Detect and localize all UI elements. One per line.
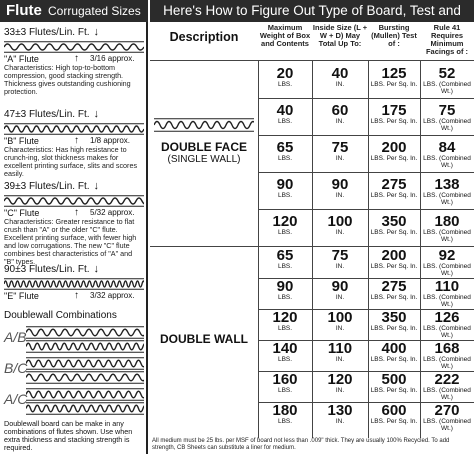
flute-wave-icon xyxy=(26,358,144,370)
cell-unit: LBS. xyxy=(277,356,293,363)
table-cell xyxy=(312,310,368,332)
table-cell xyxy=(312,140,368,162)
table-cell xyxy=(312,177,368,199)
cell-value: 120 xyxy=(272,213,298,230)
flute-wave-icon xyxy=(4,195,144,207)
cell-unit: LBS. (Combined Wt.) xyxy=(423,192,471,206)
board-table-header: Here's How to Figure Out Type of Board, Test and Liner xyxy=(150,0,474,22)
cell-value: 160 xyxy=(272,371,298,388)
cell-value: 90 xyxy=(276,176,294,193)
table-cell xyxy=(258,248,312,270)
cell-unit: LBS. (Combined Wt.) xyxy=(423,294,471,308)
flute-count: 47±3 Flutes/Lin. Ft. ↓ xyxy=(4,108,100,120)
flute-name-text: "B" Flute xyxy=(4,136,39,146)
cell-unit: LBS. Per Sq. In. xyxy=(370,229,418,236)
cell-value: 90 xyxy=(276,278,294,295)
cell-value: 222 xyxy=(434,371,460,388)
col-header-size: Inside Size (L + W + D) May Total Up To: xyxy=(312,23,368,48)
flute-name-text: "E" Flute xyxy=(4,291,39,301)
cell-value: 180 xyxy=(272,402,298,419)
doublewall-wave-icon xyxy=(26,326,144,354)
cell-unit: LBS. xyxy=(277,155,293,162)
cell-value: 92 xyxy=(438,247,456,264)
table-cell xyxy=(420,403,474,432)
table-cell xyxy=(258,310,312,332)
cell-value: 40 xyxy=(276,102,294,119)
flute-name xyxy=(4,54,144,64)
flute-panel-header xyxy=(0,0,148,22)
description-label: Description xyxy=(169,30,239,44)
flute-approx: 5/32 approx. xyxy=(90,208,135,217)
cell-value: 120 xyxy=(272,309,298,326)
cell-value: 84 xyxy=(438,139,456,156)
cell-unit: LBS. xyxy=(277,118,293,125)
table-cell xyxy=(420,310,474,339)
cell-value: 100 xyxy=(327,309,353,326)
cell-value: 270 xyxy=(434,402,460,419)
cell-unit: LBS. (Combined Wt.) xyxy=(423,81,471,95)
cell-unit: LBS. xyxy=(277,192,293,199)
double-wall-label xyxy=(152,332,256,346)
combo-label: B/C xyxy=(4,360,28,376)
flute-wave-icon xyxy=(26,372,144,384)
flute-count: 90±3 Flutes/Lin. Ft. ↓ xyxy=(4,263,100,275)
table-cell xyxy=(368,140,420,162)
cell-value: 65 xyxy=(276,247,294,264)
cell-unit: LBS. Per Sq. In. xyxy=(370,155,418,162)
table-cell xyxy=(258,279,312,301)
table-cell xyxy=(258,103,312,125)
up-arrow-icon: ↑ xyxy=(74,135,79,146)
table-cell xyxy=(258,372,312,394)
cell-unit: LBS. Per Sq. In. xyxy=(370,356,418,363)
flute-wave-icon xyxy=(26,403,144,415)
cell-value: 125 xyxy=(381,65,407,82)
cell-value: 180 xyxy=(434,213,460,230)
cell-unit: LBS. xyxy=(277,263,293,270)
table-cell xyxy=(420,66,474,95)
table-cell xyxy=(368,341,420,363)
single-wall-subtitle: (SINGLE WALL) xyxy=(167,153,241,165)
cell-value: 40 xyxy=(331,65,349,82)
cell-value: 140 xyxy=(272,340,298,357)
flute-characteristics: Characteristics: High top-to-bottom compression, good stacking strength. Thickness gives outstanding cushioning protection. xyxy=(4,63,131,96)
flute-wave-icon xyxy=(26,389,144,401)
flute-count: 33±3 Flutes/Lin. Ft. ↓ xyxy=(4,26,100,38)
cell-unit: LBS. (Combined Wt.) xyxy=(423,387,471,401)
doublewall-combo xyxy=(4,326,144,354)
cell-unit: LBS. Per Sq. In. xyxy=(370,418,418,425)
table-cell xyxy=(312,248,368,270)
cell-value: 600 xyxy=(381,402,407,419)
cell-value: 168 xyxy=(434,340,460,357)
table-cell xyxy=(420,372,474,401)
cell-unit: IN. xyxy=(335,81,345,88)
cell-value: 200 xyxy=(381,247,407,264)
flute-wave xyxy=(4,122,144,134)
double-wall-title: DOUBLE WALL xyxy=(160,331,248,346)
cell-value: 275 xyxy=(381,176,407,193)
cell-unit: LBS. Per Sq. In. xyxy=(370,81,418,88)
cell-unit: IN. xyxy=(335,155,345,162)
cell-unit: LBS. xyxy=(277,418,293,425)
flute-wave-icon xyxy=(4,278,144,290)
col-header-burst: Bursting (Mullen) Test of : xyxy=(371,23,417,48)
doublewall-combo xyxy=(4,357,144,385)
flute-name xyxy=(4,136,144,146)
table-cell xyxy=(258,341,312,363)
cell-value: 200 xyxy=(381,139,407,156)
cell-value: 175 xyxy=(381,102,407,119)
cell-unit: LBS. Per Sq. In. xyxy=(370,118,418,125)
cell-unit: LBS. (Combined Wt.) xyxy=(423,356,471,370)
cell-unit: IN. xyxy=(335,325,345,332)
cell-value: 100 xyxy=(327,213,353,230)
table-cell xyxy=(312,341,368,363)
cell-unit: LBS. (Combined Wt.) xyxy=(423,325,471,339)
row-divider xyxy=(258,98,474,99)
flute-name xyxy=(4,208,144,218)
col-header-weight: Maximum Weight of Box and Contents xyxy=(259,23,311,48)
cell-value: 500 xyxy=(381,371,407,388)
table-cell xyxy=(368,310,420,332)
cell-value: 138 xyxy=(434,176,460,193)
cell-unit: IN. xyxy=(335,192,345,199)
flute-name-text: "C" Flute xyxy=(4,208,40,218)
table-cell xyxy=(312,279,368,301)
flute-wave-icon xyxy=(26,341,144,353)
cell-value: 110 xyxy=(327,340,353,357)
table-cell xyxy=(368,177,420,199)
up-arrow-icon: ↑ xyxy=(74,207,79,218)
flute-approx: 3/16 approx. xyxy=(90,54,135,63)
table-cell xyxy=(368,248,420,270)
flute-sizes-panel xyxy=(0,0,148,454)
table-cell xyxy=(258,214,312,236)
table-cell xyxy=(312,214,368,236)
cell-unit: LBS. Per Sq. In. xyxy=(370,263,418,270)
cell-unit: IN. xyxy=(335,294,345,301)
flute-block xyxy=(4,263,144,301)
flute-count: 39±3 Flutes/Lin. Ft. ↓ xyxy=(4,180,100,192)
table-cell xyxy=(312,403,368,425)
row-divider xyxy=(258,135,474,136)
row-divider xyxy=(150,60,474,61)
cell-value: 400 xyxy=(381,340,407,357)
doublewall-wave-icon xyxy=(26,388,144,416)
down-arrow-icon: ↓ xyxy=(93,26,100,38)
cell-value: 126 xyxy=(434,309,460,326)
cell-unit: LBS. (Combined Wt.) xyxy=(423,229,471,243)
table-cell xyxy=(420,279,474,308)
flute-name-text: "A" Flute xyxy=(4,54,39,64)
cell-unit: LBS. xyxy=(277,294,293,301)
cell-unit: LBS. Per Sq. In. xyxy=(370,294,418,301)
cell-unit: LBS. Per Sq. In. xyxy=(370,387,418,394)
up-arrow-icon: ↑ xyxy=(74,290,79,301)
cell-value: 52 xyxy=(438,65,456,82)
table-cell xyxy=(368,403,420,425)
cell-value: 350 xyxy=(381,309,407,326)
table-cell xyxy=(258,140,312,162)
cell-unit: IN. xyxy=(335,229,345,236)
table-cell xyxy=(368,214,420,236)
flute-approx: 1/8 approx. xyxy=(90,136,131,145)
flute-wave-icon xyxy=(4,41,144,53)
cell-unit: LBS. xyxy=(277,325,293,332)
cell-value: 350 xyxy=(381,213,407,230)
cell-value: 275 xyxy=(381,278,407,295)
cell-unit: IN. xyxy=(335,418,345,425)
doublewall-note: Doublewall board can be make in any combinations of flutes shown. Use when extra thickness and stacking strength is required. xyxy=(4,419,133,452)
cell-unit: IN. xyxy=(335,118,345,125)
description-wave xyxy=(154,118,254,137)
combo-label: A/B xyxy=(4,329,27,345)
table-cell xyxy=(420,140,474,169)
row-divider xyxy=(258,172,474,173)
cell-unit: LBS. xyxy=(277,387,293,394)
table-cell xyxy=(258,403,312,425)
flute-title-bold: Flute xyxy=(6,2,42,19)
table-cell xyxy=(420,341,474,370)
cell-unit: LBS. (Combined Wt.) xyxy=(423,418,471,432)
flute-wave xyxy=(4,194,144,206)
table-cell xyxy=(420,103,474,132)
table-cell xyxy=(368,66,420,88)
cell-unit: LBS. Per Sq. In. xyxy=(370,325,418,332)
table-cell xyxy=(368,103,420,125)
table-cell xyxy=(312,66,368,88)
cell-unit: LBS. xyxy=(277,229,293,236)
down-arrow-icon: ↓ xyxy=(93,263,100,275)
cell-value: 110 xyxy=(434,278,460,295)
flute-wave-icon xyxy=(154,118,254,132)
cell-value: 90 xyxy=(331,278,349,295)
flute-wave xyxy=(4,277,144,289)
combo-label: A/C xyxy=(4,391,28,407)
single-wall-label xyxy=(152,140,256,165)
table-cell xyxy=(420,177,474,206)
cell-value: 75 xyxy=(438,102,456,119)
cell-value: 75 xyxy=(331,247,349,264)
cell-value: 130 xyxy=(327,402,353,419)
flute-block xyxy=(4,108,144,178)
table-cell xyxy=(312,372,368,394)
table-cell xyxy=(258,66,312,88)
row-divider xyxy=(150,246,474,247)
flute-characteristics: Characteristics: Has high resistance to crunch-ing, slot thickness makes for excellent printing surface, slits and scores easily. xyxy=(4,145,138,178)
table-cell xyxy=(420,248,474,277)
row-divider xyxy=(258,209,474,210)
table-cell xyxy=(312,103,368,125)
flute-wave xyxy=(4,40,144,52)
flute-title-rest: Corrugated Sizes xyxy=(48,4,141,18)
cell-unit: IN. xyxy=(335,356,345,363)
flute-wave-icon xyxy=(26,327,144,339)
up-arrow-icon: ↑ xyxy=(74,53,79,64)
doublewall-wave-icon xyxy=(26,357,144,385)
col-header-rule: Rule 41 Requires Minimum Facings of : xyxy=(425,23,469,56)
flute-wave-icon xyxy=(4,123,144,135)
cell-unit: LBS. (Combined Wt.) xyxy=(423,155,471,169)
table-cell xyxy=(368,372,420,394)
cell-value: 120 xyxy=(327,371,353,388)
cell-value: 60 xyxy=(331,102,349,119)
flute-approx: 3/32 approx. xyxy=(90,291,135,300)
flute-block xyxy=(4,26,144,96)
cell-value: 20 xyxy=(276,65,294,82)
cell-unit: LBS. Per Sq. In. xyxy=(370,192,418,199)
table-cell xyxy=(368,279,420,301)
cell-unit: LBS. (Combined Wt.) xyxy=(423,118,471,132)
doublewall-title: Doublewall Combinations xyxy=(4,310,117,321)
flute-name xyxy=(4,291,144,301)
cell-value: 65 xyxy=(276,139,294,156)
flute-block xyxy=(4,180,144,266)
cell-unit: LBS. (Combined Wt.) xyxy=(423,263,471,277)
table-cell xyxy=(258,177,312,199)
single-wall-title: DOUBLE FACE xyxy=(160,139,247,154)
doublewall-combo xyxy=(4,388,144,416)
table-cell xyxy=(420,214,474,243)
cell-value: 90 xyxy=(331,176,349,193)
cell-unit: LBS. xyxy=(277,81,293,88)
down-arrow-icon: ↓ xyxy=(93,180,100,192)
flute-characteristics: Characteristics: Greater resistance to flat crush than "A" or the older "C" flute. Excellent printing surface, with fewer high and low corrugations. The new "C" flute combines best characteristics of "A" and "B" types. xyxy=(4,217,137,266)
cell-value: 75 xyxy=(331,139,349,156)
cell-unit: IN. xyxy=(335,263,345,270)
footnote: All medium must be 25 lbs. per MSF of board not less than .009" thick. They are usually 100% Recycled. To add strength, CB Sheets can substitute a liner for medium. xyxy=(152,438,450,451)
cell-unit: IN. xyxy=(335,387,345,394)
down-arrow-icon: ↓ xyxy=(93,108,100,120)
